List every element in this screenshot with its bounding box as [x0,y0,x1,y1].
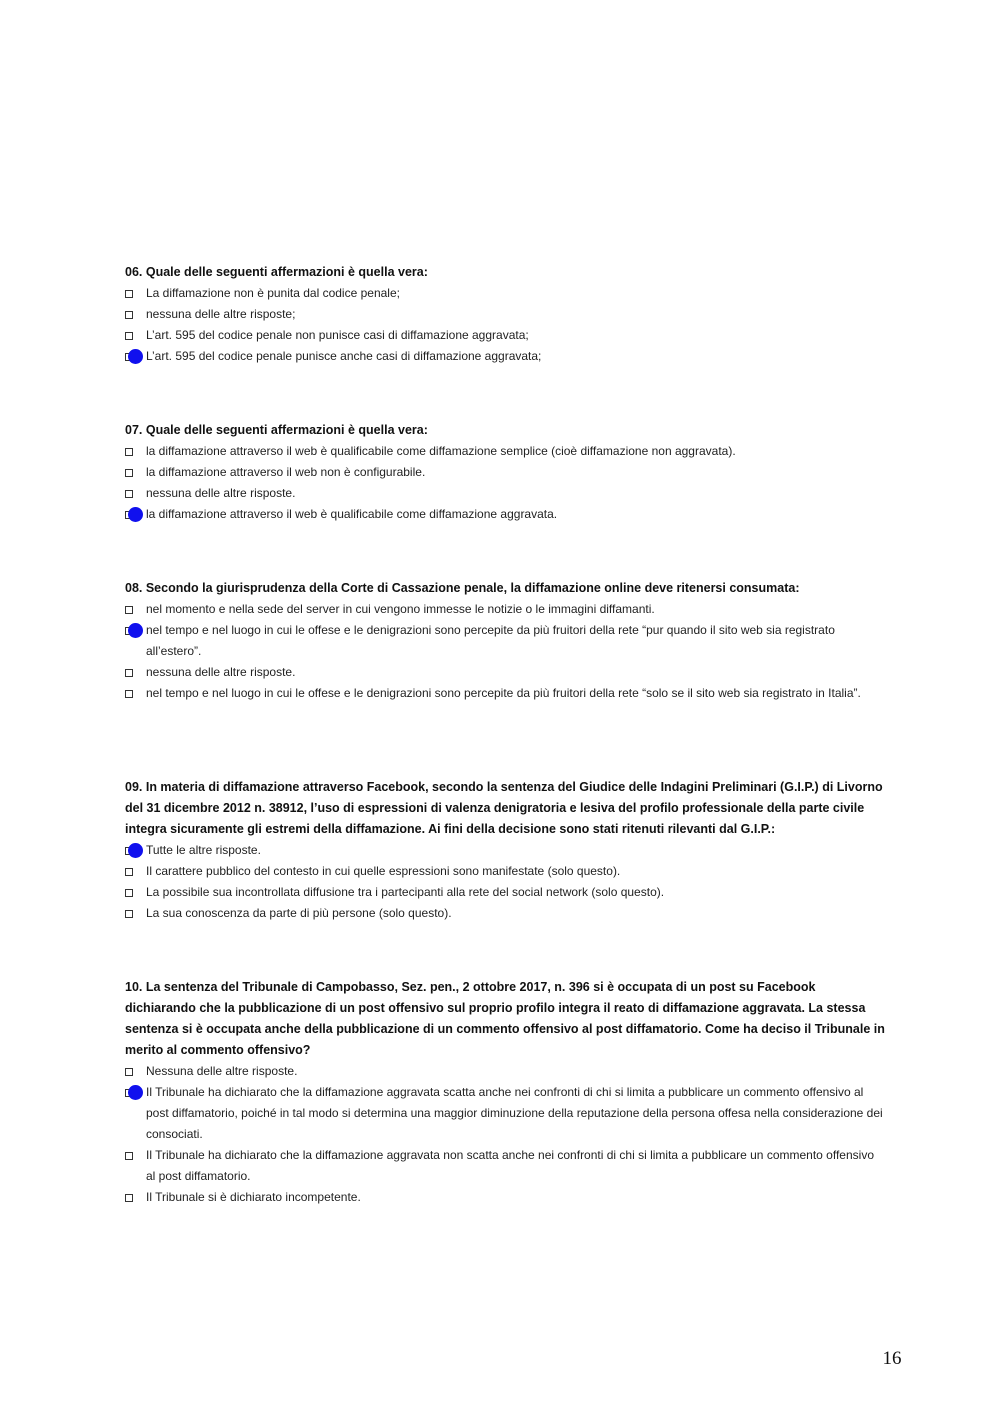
question-06 [125,262,885,367]
checkbox-icon[interactable] [125,910,133,918]
checkbox-icon[interactable] [125,448,133,456]
checkbox-icon[interactable] [125,1194,133,1202]
answer-option-selected[interactable] [125,504,885,525]
checkbox-icon[interactable] [125,490,133,498]
answer-text: nessuna delle altre risposte. [146,665,296,679]
answer-option[interactable] [125,1061,885,1082]
answer-option[interactable] [125,441,885,462]
question-title: 06. Quale delle seguenti affermazioni è quella vera: [125,265,428,279]
question-title: 07. Quale delle seguenti affermazioni è quella vera: [125,423,428,437]
checkbox-icon[interactable] [125,290,133,298]
page-number: 16 [882,1348,902,1369]
checkbox-icon[interactable] [125,669,133,677]
answer-text: la diffamazione attraverso il web è qualificabile come diffamazione aggravata. [146,507,558,521]
answer-text: la diffamazione attraverso il web è qualificabile come diffamazione semplice (cioè diffamazione non aggravata). [146,444,736,458]
question-title: 08. Secondo la giurisprudenza della Corte di Cassazione penale, la diffamazione online deve ritenersi consumata: [125,581,800,595]
selected-dot-icon [128,349,143,364]
answer-text: Il Tribunale ha dichiarato che la diffamazione aggravata non scatta anche nei confronti di chi si limita a pubblicare un commento offensivo al post diffamatorio. [146,1148,874,1183]
answer-option-selected[interactable] [125,840,885,861]
question-08 [125,578,885,704]
answer-text: nel tempo e nel luogo in cui le offese e le denigrazioni sono percepite da più fruitori della rete “pur quando il sito web sia registrato all’estero”. [146,623,835,658]
answer-option[interactable] [125,861,885,882]
selected-dot-icon [128,1085,143,1100]
answer-option[interactable] [125,1187,885,1208]
answer-text: Il Tribunale ha dichiarato che la diffamazione aggravata scatta anche nei confronti di chi si limita a pubblicare un commento offensivo al post diffamatorio, poiché in tal modo si determina una maggior diminuzione della reputazione della persona offesa nella considerazione dei consociati. [146,1085,883,1141]
answer-text: Il carattere pubblico del contesto in cui quelle espressioni sono manifestate (solo questo). [146,864,621,878]
answer-option[interactable] [125,1145,885,1187]
selected-dot-icon [128,843,143,858]
answer-text: Nessuna delle altre risposte. [146,1064,298,1078]
answer-text: nessuna delle altre risposte. [146,486,296,500]
answer-option-selected[interactable] [125,620,885,662]
answer-text: L’art. 595 del codice penale non punisce casi di diffamazione aggravata; [146,328,529,342]
answer-text: nel momento e nella sede del server in cui vengono immesse le notizie o le immagini diffamanti. [146,602,655,616]
checkbox-icon[interactable] [125,1068,133,1076]
answer-option[interactable] [125,662,885,683]
selected-dot-icon [128,623,143,638]
answer-option-selected[interactable] [125,346,885,367]
answer-text: la diffamazione attraverso il web non è configurabile. [146,465,426,479]
question-title: 10. La sentenza del Tribunale di Campobasso, Sez. pen., 2 ottobre 2017, n. 396 si è occupata di un post su Facebook dichiarando che la pubblicazione di un post offensivo sul proprio profilo integra il reato di diffamazione aggravata. La stessa sentenza si è occupata anche della pubblicazione di un commento offensivo al post diffamatorio. Come ha deciso il Tribunale in merito al commento offensivo? [125,980,885,1057]
answer-text: nessuna delle altre risposte; [146,307,296,321]
checkbox-icon[interactable] [125,332,133,340]
answer-text: L’art. 595 del codice penale punisce anche casi di diffamazione aggravata; [146,349,542,363]
question-07 [125,420,885,525]
answer-option[interactable] [125,483,885,504]
answer-option[interactable] [125,283,885,304]
question-title: 09. In materia di diffamazione attraverso Facebook, secondo la sentenza del Giudice delle Indagini Preliminari (G.I.P.) di Livorno del 31 dicembre 2012 n. 38912, l’uso di espressioni di valenza denigratoria e lesiva del profilo professionale della parte civile integra sicuramente gli estremi della diffamazione. Ai fini della decisione sono stati ritenuti rilevanti dal G.I.P.: [125,780,883,836]
answer-option[interactable] [125,325,885,346]
answer-option[interactable] [125,462,885,483]
answer-option[interactable] [125,599,885,620]
answer-option[interactable] [125,304,885,325]
answer-option-selected[interactable] [125,1082,885,1145]
checkbox-icon[interactable] [125,868,133,876]
answer-text: La possibile sua incontrollata diffusione tra i partecipanti alla rete del social network (solo questo). [146,885,665,899]
answer-option[interactable] [125,903,885,924]
answer-text: La sua conoscenza da parte di più persone (solo questo). [146,906,452,920]
checkbox-icon[interactable] [125,606,133,614]
answer-option[interactable] [125,683,885,704]
checkbox-icon[interactable] [125,469,133,477]
checkbox-icon[interactable] [125,889,133,897]
answer-text: Il Tribunale si è dichiarato incompetente. [146,1190,361,1204]
checkbox-icon[interactable] [125,311,133,319]
selected-dot-icon [128,507,143,522]
answer-text: Tutte le altre risposte. [146,843,261,857]
checkbox-icon[interactable] [125,1152,133,1160]
answer-text: nel tempo e nel luogo in cui le offese e le denigrazioni sono percepite da più fruitori della rete “solo se il sito web sia registrato in Italia”. [146,686,861,700]
answer-option[interactable] [125,882,885,903]
question-10 [125,977,885,1208]
checkbox-icon[interactable] [125,690,133,698]
question-09 [125,777,885,924]
answer-text: La diffamazione non è punita dal codice penale; [146,286,400,300]
